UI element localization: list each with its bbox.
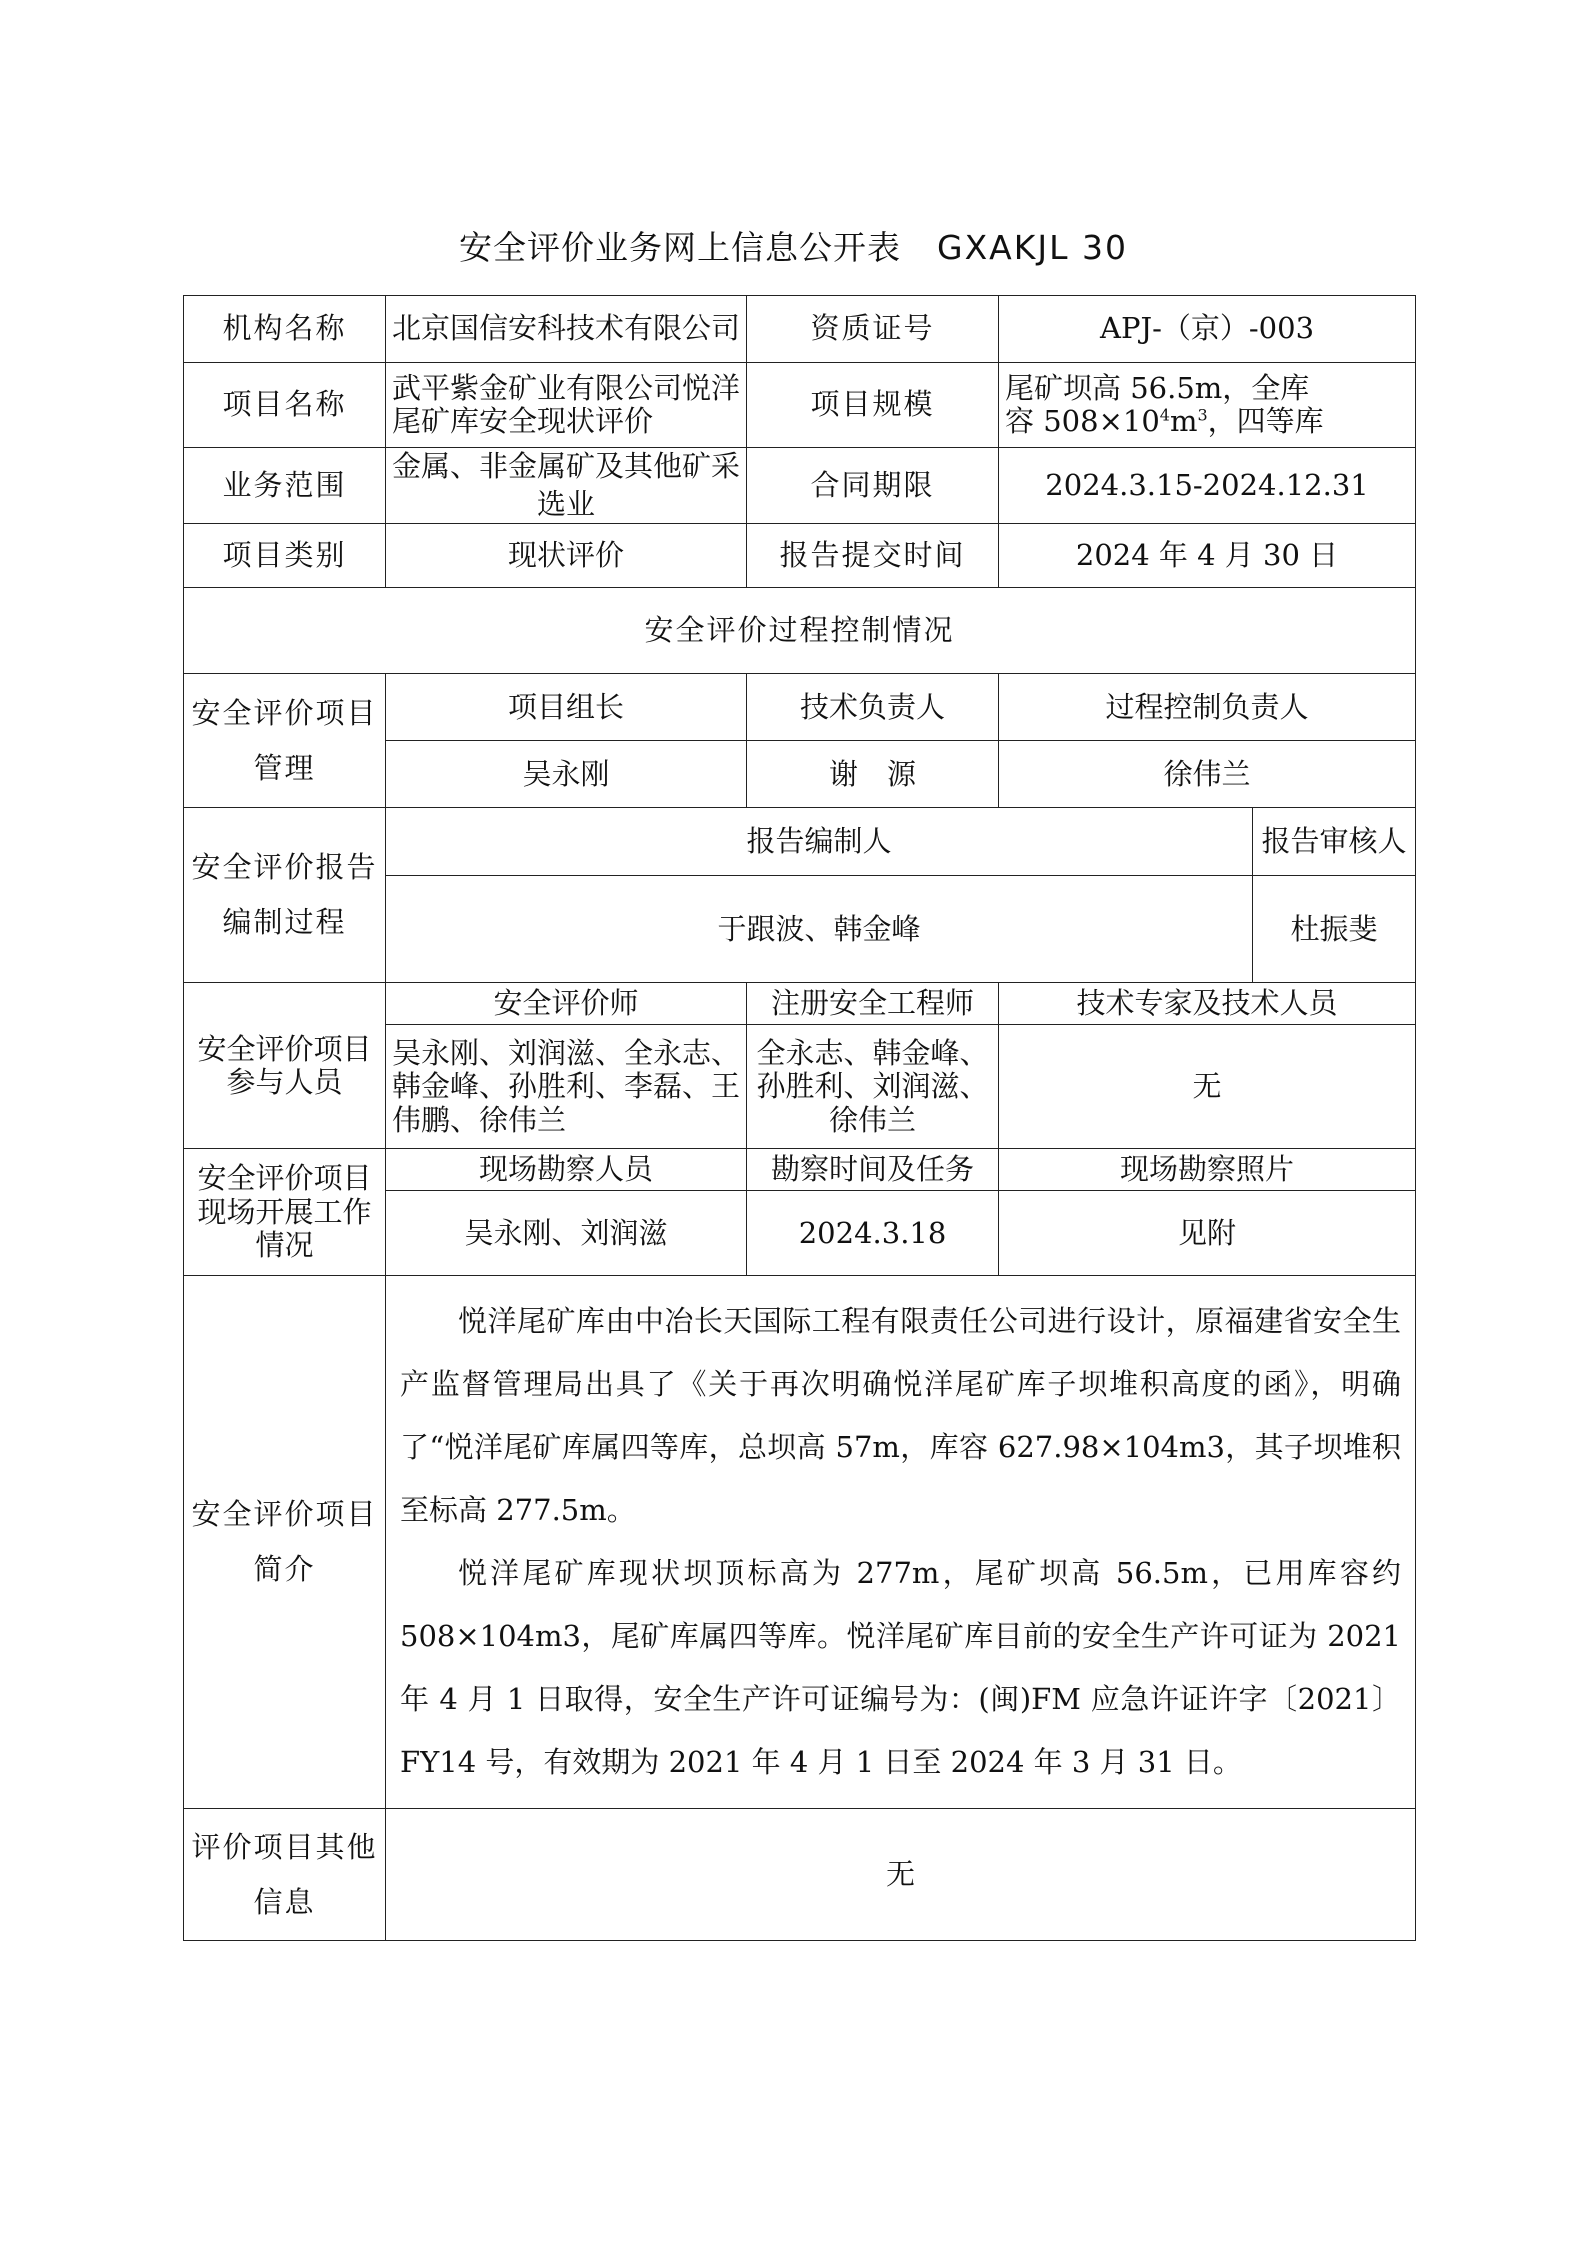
summary-para-1: 悦洋尾矿库由中冶长天国际工程有限责任公司进行设计，原福建省安全生产监督管理局出具了《关于再次明确悦洋尾矿库子坝堆积高度的函》，明确了“悦洋尾矿库属四等库，总坝高 57m，库容 627.98×104m3，其子坝堆积至标高 277.5m。: [400, 1304, 1402, 1528]
type-label: 项目类别: [184, 524, 386, 588]
type-value: 现状评价: [386, 524, 747, 588]
photo-label: 现场勘察照片: [999, 1149, 1416, 1191]
leader-value: 吴永刚: [386, 741, 747, 808]
info-table: [183, 295, 1416, 1941]
expert-value: 无: [999, 1025, 1416, 1149]
tech-value: 谢 源: [747, 741, 999, 808]
scale-sup1: 4: [1159, 405, 1170, 425]
row-section: [184, 588, 1416, 674]
tech-label: 技术负责人: [747, 674, 999, 741]
surveyor-label: 现场勘察人员: [386, 1149, 747, 1191]
mgmt-label: 安全评价项目管理: [184, 674, 386, 808]
evaluator-label: 安全评价师: [386, 983, 747, 1025]
row-other: [184, 1809, 1416, 1941]
summary-label: 安全评价项目简介: [184, 1276, 386, 1809]
form-code: GXAKJL 30: [937, 228, 1128, 267]
scope-label: 业务范围: [184, 448, 386, 524]
survey-time-label: 勘察时间及任务: [747, 1149, 999, 1191]
surveyor-value: 吴永刚、刘润滋: [386, 1191, 747, 1276]
engineer-value: 全永志、韩金峰、孙胜利、刘润滋、徐伟兰: [747, 1025, 999, 1149]
photo-value: 见附: [999, 1191, 1416, 1276]
scale-label: 项目规模: [747, 363, 999, 448]
project-value: 武平紫金矿业有限公司悦洋尾矿库安全现状评价: [386, 363, 747, 448]
submit-label: 报告提交时间: [747, 524, 999, 588]
project-label: 项目名称: [184, 363, 386, 448]
row-scope: [184, 448, 1416, 524]
author-value: 于跟波、韩金峰: [386, 876, 1253, 983]
scale-value: [999, 363, 1416, 448]
page-title: [0, 222, 1587, 269]
scale-line2c: ，四等库: [1207, 404, 1324, 438]
scale-line1: 尾矿坝高 56.5m，全库: [1005, 370, 1310, 405]
cert-value: APJ-（京）-003: [999, 296, 1416, 363]
other-value: 无: [386, 1809, 1416, 1941]
control-label: 过程控制负责人: [999, 674, 1416, 741]
row-site-head: [184, 1149, 1416, 1191]
title-text: 安全评价业务网上信息公开表: [459, 228, 901, 267]
evaluator-value: 吴永刚、刘润滋、全永志、韩金峰、孙胜利、李磊、王伟鹏、徐伟兰: [386, 1025, 747, 1149]
row-summary: [184, 1276, 1416, 1809]
expert-label: 技术专家及技术人员: [999, 983, 1416, 1025]
scale-sup2: 3: [1197, 405, 1208, 425]
org-label: 机构名称: [184, 296, 386, 363]
reviewer-label: 报告审核人: [1253, 808, 1416, 876]
engineer-label: 注册安全工程师: [747, 983, 999, 1025]
control-value: 徐伟兰: [999, 741, 1416, 808]
participants-label: 安全评价项目参与人员: [184, 983, 386, 1149]
section-title: 安全评价过程控制情况: [184, 588, 1416, 674]
site-label: 安全评价项目现场开展工作情况: [184, 1149, 386, 1276]
row-project: [184, 363, 1416, 448]
contract-value: 2024.3.15-2024.12.31: [999, 448, 1416, 524]
author-label: 报告编制人: [386, 808, 1253, 876]
row-report-head: [184, 808, 1416, 876]
report-label: 安全评价报告编制过程: [184, 808, 386, 983]
row-type: [184, 524, 1416, 588]
row-mgmt-head: [184, 674, 1416, 741]
contract-label: 合同期限: [747, 448, 999, 524]
survey-time-value: 2024.3.18: [747, 1191, 999, 1276]
other-label: 评价项目其他信息: [184, 1809, 386, 1941]
leader-label: 项目组长: [386, 674, 747, 741]
summary-content: [386, 1276, 1416, 1809]
row-participants-head: [184, 983, 1416, 1025]
scope-value: 金属、非金属矿及其他矿采选业: [386, 448, 747, 524]
cert-label: 资质证号: [747, 296, 999, 363]
scale-line2a: 容 508×10: [1005, 404, 1160, 438]
row-org: [184, 296, 1416, 363]
submit-value: 2024 年 4 月 30 日: [999, 524, 1416, 588]
scale-line2b: m: [1169, 404, 1198, 438]
reviewer-value: 杜振斐: [1253, 876, 1416, 983]
org-value: 北京国信安科技术有限公司: [386, 296, 747, 363]
summary-para-2: 悦洋尾矿库现状坝顶标高为 277m，尾矿坝高 56.5m，已用库容约 508×104m3，尾矿库属四等库。悦洋尾矿库目前的安全生产许可证为 2021 年 4 月 1 日取得，安全生产许可证编号为：(闽)FM 应急许证许字〔2021〕FY14 号，有效期为 2021 年 4 月 1 日至 2024 年 3 月 31 日。: [400, 1556, 1402, 1780]
